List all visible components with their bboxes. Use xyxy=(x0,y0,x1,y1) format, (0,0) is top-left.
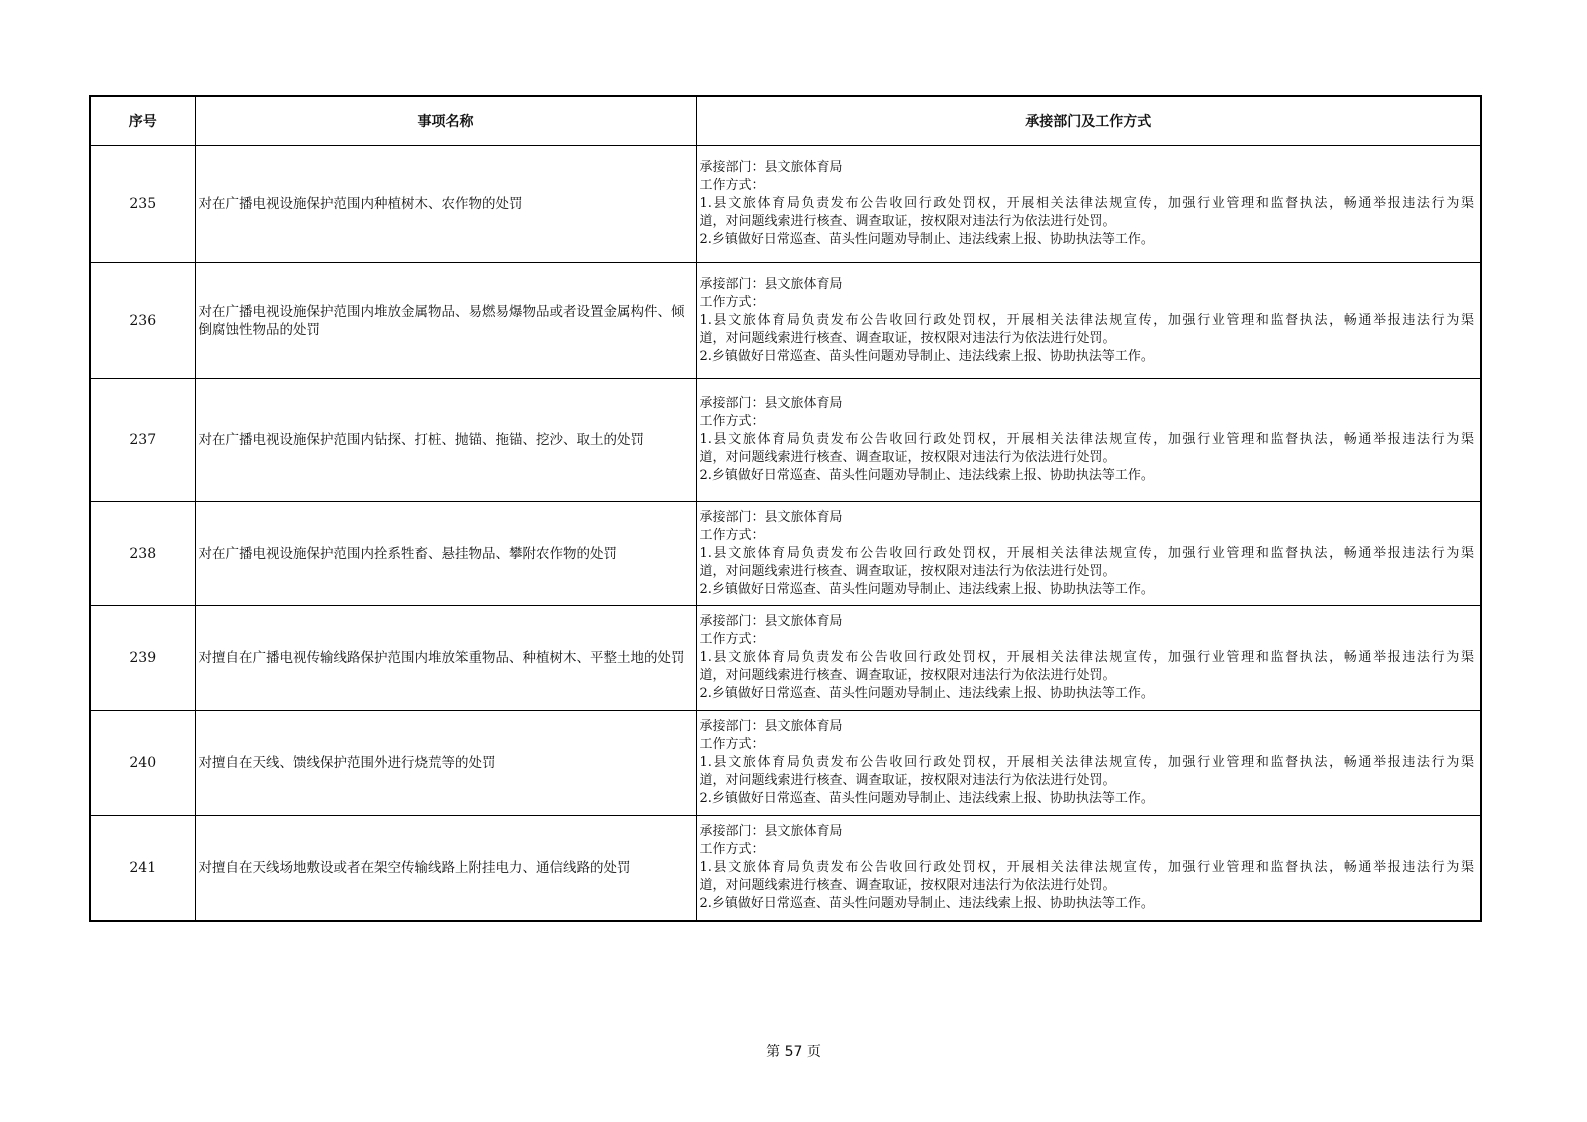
work-mode-label: 工作方式： xyxy=(699,737,765,752)
work-item-1-line-1: 1.县文旅体育局负责发布公告收回行政处罚权，开展相关法律法规宣传，加强行业管理和监督执法，畅通举报违法行为渠 xyxy=(699,196,1474,211)
row-matter-name: 对擅自在广播电视传输线路保护范围内堆放笨重物品、种植树木、平整土地的处罚 xyxy=(195,606,696,711)
row-department-method xyxy=(696,379,1481,502)
row-matter-name: 对在广播电视设施保护范围内种植树木、农作物的处罚 xyxy=(195,146,696,263)
work-mode-label: 工作方式： xyxy=(699,294,765,310)
table-row xyxy=(90,816,1481,921)
row-serial-number: 238 xyxy=(90,502,195,606)
work-item-1-line-2: 道，对问题线索进行核查、调查取证，按权限对违法行为依法进行处罚。 xyxy=(699,330,1116,346)
work-item-1-line-2: 道，对问题线索进行核查、调查取证，按权限对违法行为依法进行处罚。 xyxy=(699,450,1116,465)
row-department-method xyxy=(696,711,1481,816)
department-label: 承接部门：县文旅体育局 xyxy=(699,396,843,411)
work-item-2: 2.乡镇做好日常巡查、苗头性问题劝导制止、违法线索上报、协助执法等工作。 xyxy=(699,581,1154,597)
table-header-row xyxy=(90,96,1481,146)
department-label: 承接部门：县文旅体育局 xyxy=(699,160,843,175)
work-item-2: 2.乡镇做好日常巡查、苗头性问题劝导制止、违法线索上报、协助执法等工作。 xyxy=(699,895,1154,911)
work-item-1-line-1: 1.县文旅体育局负责发布公告收回行政处罚权，开展相关法律法规宣传，加强行业管理和监督执法，畅通举报违法行为渠 xyxy=(699,650,1474,665)
work-item-1-line-2: 道，对问题线索进行核查、调查取证，按权限对违法行为依法进行处罚。 xyxy=(699,563,1116,579)
department-label: 承接部门：县文旅体育局 xyxy=(699,276,843,292)
work-mode-label: 工作方式： xyxy=(699,527,765,543)
row-serial-number: 240 xyxy=(90,711,195,816)
table-row xyxy=(90,263,1481,379)
row-matter-name: 对擅自在天线、馈线保护范围外进行烧荒等的处罚 xyxy=(195,711,696,816)
page-number: 第 57 页 xyxy=(766,1044,821,1060)
header-serial-number: 序号 xyxy=(90,96,195,146)
row-serial-number: 237 xyxy=(90,379,195,502)
row-serial-number: 239 xyxy=(90,606,195,711)
work-item-1-line-1: 1.县文旅体育局负责发布公告收回行政处罚权，开展相关法律法规宣传，加强行业管理和监督执法，畅通举报违法行为渠 xyxy=(699,755,1474,770)
work-item-1-line-1: 1.县文旅体育局负责发布公告收回行政处罚权，开展相关法律法规宣传，加强行业管理和监督执法，畅通举报违法行为渠 xyxy=(699,545,1474,561)
department-label: 承接部门：县文旅体育局 xyxy=(699,509,843,525)
table-row xyxy=(90,606,1481,711)
row-matter-name: 对在广播电视设施保护范围内钻探、打桩、抛锚、拖锚、挖沙、取土的处罚 xyxy=(195,379,696,502)
row-department-method xyxy=(696,263,1481,379)
work-item-1-line-1: 1.县文旅体育局负责发布公告收回行政处罚权，开展相关法律法规宣传，加强行业管理和监督执法，畅通举报违法行为渠 xyxy=(699,312,1474,328)
table-row xyxy=(90,146,1481,263)
row-matter-name: 对在广播电视设施保护范围内堆放金属物品、易燃易爆物品或者设置金属构件、倾倒腐蚀性物品的处罚 xyxy=(195,263,696,379)
matters-table xyxy=(89,95,1482,922)
work-item-2: 2.乡镇做好日常巡查、苗头性问题劝导制止、违法线索上报、协助执法等工作。 xyxy=(699,468,1154,483)
work-item-1-line-1: 1.县文旅体育局负责发布公告收回行政处罚权，开展相关法律法规宣传，加强行业管理和监督执法，畅通举报违法行为渠 xyxy=(699,432,1474,447)
work-item-2: 2.乡镇做好日常巡查、苗头性问题劝导制止、违法线索上报、协助执法等工作。 xyxy=(699,348,1154,364)
work-item-2: 2.乡镇做好日常巡查、苗头性问题劝导制止、违法线索上报、协助执法等工作。 xyxy=(699,686,1154,701)
work-item-2: 2.乡镇做好日常巡查、苗头性问题劝导制止、违法线索上报、协助执法等工作。 xyxy=(699,791,1154,806)
row-serial-number: 236 xyxy=(90,263,195,379)
table-row xyxy=(90,379,1481,502)
work-item-1-line-2: 道，对问题线索进行核查、调查取证，按权限对违法行为依法进行处罚。 xyxy=(699,773,1116,788)
work-mode-label: 工作方式： xyxy=(699,632,765,647)
row-department-method xyxy=(696,816,1481,921)
row-serial-number: 241 xyxy=(90,816,195,921)
header-matter-name: 事项名称 xyxy=(195,96,696,146)
department-label: 承接部门：县文旅体育局 xyxy=(699,719,843,734)
work-mode-label: 工作方式： xyxy=(699,178,765,193)
work-item-2: 2.乡镇做好日常巡查、苗头性问题劝导制止、违法线索上报、协助执法等工作。 xyxy=(699,232,1154,247)
department-label: 承接部门：县文旅体育局 xyxy=(699,823,843,839)
work-item-1-line-2: 道，对问题线索进行核查、调查取证，按权限对违法行为依法进行处罚。 xyxy=(699,214,1116,229)
row-department-method xyxy=(696,502,1481,606)
work-mode-label: 工作方式： xyxy=(699,841,765,857)
row-serial-number: 235 xyxy=(90,146,195,263)
row-department-method xyxy=(696,606,1481,711)
row-matter-name: 对擅自在天线场地敷设或者在架空传输线路上附挂电力、通信线路的处罚 xyxy=(195,816,696,921)
work-item-1-line-2: 道，对问题线索进行核查、调查取证，按权限对违法行为依法进行处罚。 xyxy=(699,668,1116,683)
work-mode-label: 工作方式： xyxy=(699,414,765,429)
table-row xyxy=(90,711,1481,816)
table-row xyxy=(90,502,1481,606)
work-item-1-line-1: 1.县文旅体育局负责发布公告收回行政处罚权，开展相关法律法规宣传，加强行业管理和监督执法，畅通举报违法行为渠 xyxy=(699,859,1474,875)
row-department-method xyxy=(696,146,1481,263)
work-item-1-line-2: 道，对问题线索进行核查、调查取证，按权限对违法行为依法进行处罚。 xyxy=(699,877,1116,893)
department-label: 承接部门：县文旅体育局 xyxy=(699,614,843,629)
row-matter-name: 对在广播电视设施保护范围内拴系牲畜、悬挂物品、攀附农作物的处罚 xyxy=(195,502,696,606)
header-department-and-method: 承接部门及工作方式 xyxy=(696,96,1481,146)
